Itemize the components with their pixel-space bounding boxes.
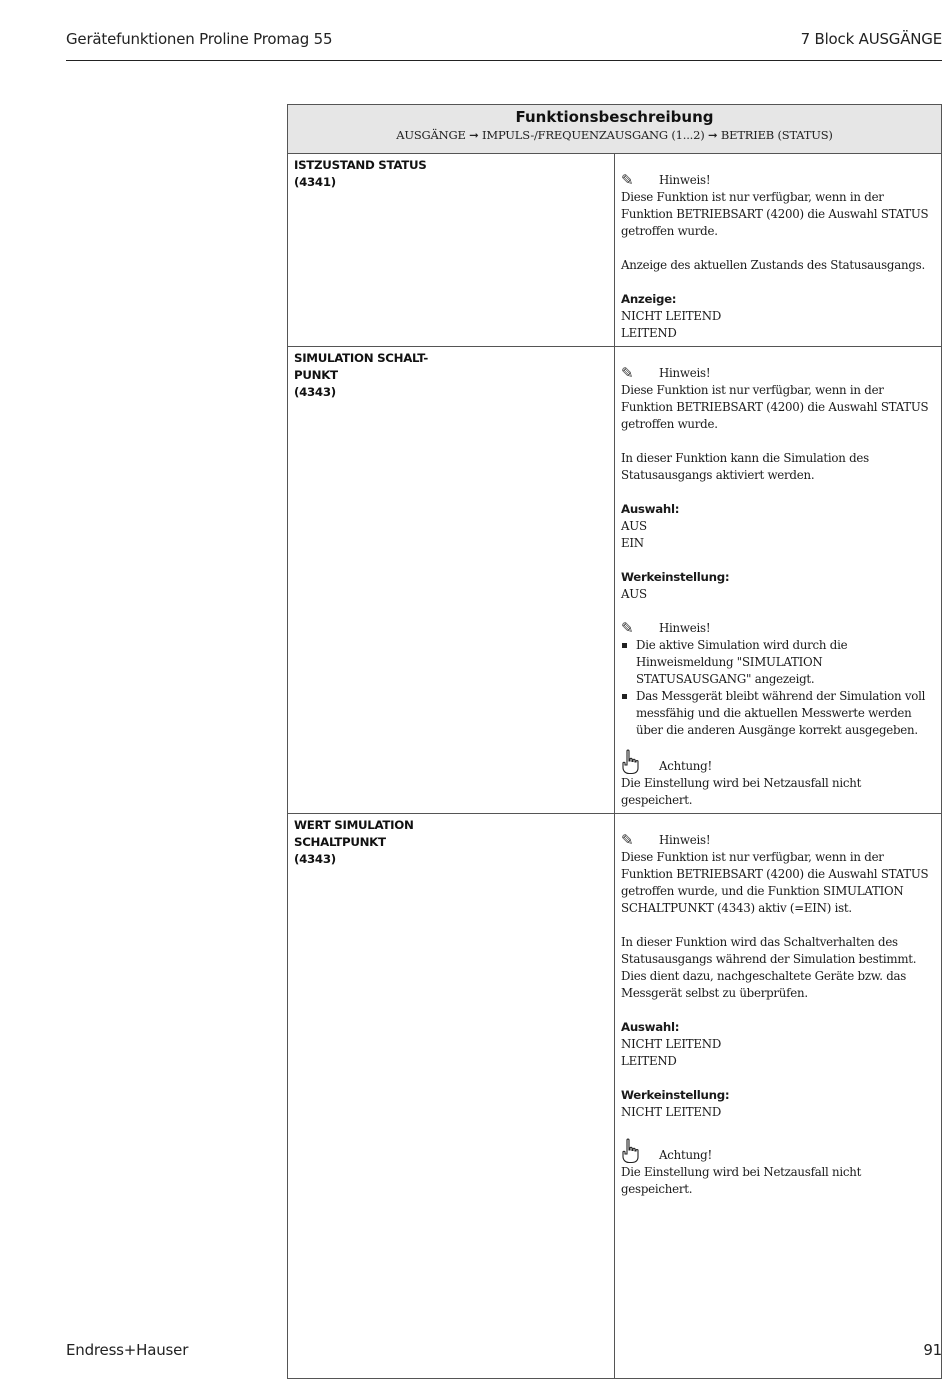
menu-path: AUSGÄNGE ➞ IMPULS-/FREQUENZAUSGANG (1...2) ➞ BETRIEB (STATUS) (396, 128, 833, 142)
options-label: Auswahl: (621, 502, 680, 516)
note-text: Diese Funktion ist nur verfügbar, wenn in der Funktion BETRIEBSART (4200) die Auswahl STATUS getroffen wurde, und die Funktion SIMULATION SCHALTPUNKT (4343) aktiv (=EIN) ist. (621, 850, 929, 915)
function-name (288, 814, 615, 1379)
warning-label: Achtung! (659, 759, 712, 773)
function-name-line: SCHALTPUNKT (294, 835, 386, 849)
table-row (288, 814, 942, 1379)
note-label: Hinweis! (659, 366, 711, 380)
function-name (288, 154, 615, 347)
default-value: NICHT LEITEND (621, 1105, 722, 1119)
note (621, 365, 935, 382)
warning (621, 1138, 935, 1164)
function-code: (4343) (294, 385, 336, 399)
pencil-icon: ✎ (621, 171, 634, 189)
warning (621, 749, 935, 775)
option-value: LEITEND (621, 1054, 677, 1068)
bullet-list (621, 637, 935, 739)
display-value: NICHT LEITEND (621, 309, 722, 323)
pointing-hand-icon (621, 749, 659, 775)
function-code: (4341) (294, 175, 336, 189)
list-item: Die aktive Simulation wird durch die Hinweismeldung "SIMULATION STATUSAUSGANG" angezeigt. (621, 637, 935, 688)
warning-text: Die Einstellung wird bei Netzausfall nicht gespeichert. (621, 1165, 862, 1196)
function-table (287, 104, 942, 1379)
note-text: Diese Funktion ist nur verfügbar, wenn in der Funktion BETRIEBSART (4200) die Auswahl STATUS getroffen wurde. (621, 383, 929, 431)
function-description (615, 347, 942, 814)
default-label: Werkeinstellung: (621, 1088, 730, 1102)
warning-label: Achtung! (659, 1148, 712, 1162)
display-value: LEITEND (621, 326, 677, 340)
table-row (288, 154, 942, 347)
description-text: Anzeige des aktuellen Zustands des Statusausgangs. (621, 258, 925, 272)
description-text: In dieser Funktion wird das Schaltverhalten des Statusausgangs während der Simulation bestimmt. Dies dient dazu, nachgeschaltete Geräte bzw. das Messgerät selbst zu überprüfen. (621, 935, 917, 1000)
option-value: EIN (621, 536, 644, 550)
header-chapter: 7 Block AUSGÄNGE (800, 30, 942, 48)
pencil-icon: ✎ (621, 831, 634, 849)
options-label: Auswahl: (621, 1020, 680, 1034)
pencil-icon: ✎ (621, 364, 634, 382)
note-label: Hinweis! (659, 833, 711, 847)
option-value: NICHT LEITEND (621, 1037, 722, 1051)
display-label: Anzeige: (621, 292, 677, 306)
function-name-line: WERT SIMULATION (294, 818, 414, 832)
table-row (288, 347, 942, 814)
note (621, 620, 935, 637)
table-title: Funktionsbeschreibung (515, 108, 714, 126)
pencil-icon: ✎ (621, 619, 634, 637)
pointing-hand-icon (621, 1138, 659, 1164)
default-value: AUS (621, 587, 647, 601)
note-label: Hinweis! (659, 621, 711, 635)
page-number: 91 (923, 1341, 942, 1359)
note (621, 832, 935, 849)
footer-brand: Endress+Hauser (66, 1341, 189, 1359)
function-code: (4343) (294, 852, 336, 866)
function-name (288, 347, 615, 814)
description-text: In dieser Funktion kann die Simulation des Statusausgangs aktiviert werden. (621, 451, 869, 482)
default-label: Werkeinstellung: (621, 570, 730, 584)
function-description (615, 154, 942, 347)
note-label: Hinweis! (659, 173, 711, 187)
table-header (288, 105, 942, 154)
function-name-line: ISTZUSTAND STATUS (294, 158, 427, 172)
header-title: Gerätefunktionen Proline Promag 55 (66, 30, 333, 48)
list-item: Das Messgerät bleibt während der Simulation voll messfähig und die aktuellen Messwerte werden über die anderen Ausgänge korrekt ausgegeben. (621, 688, 935, 739)
header-rule (66, 60, 942, 61)
function-description (615, 814, 942, 1379)
note-text: Diese Funktion ist nur verfügbar, wenn in der Funktion BETRIEBSART (4200) die Auswahl STATUS getroffen wurde. (621, 190, 929, 238)
warning-text: Die Einstellung wird bei Netzausfall nicht gespeichert. (621, 776, 862, 807)
function-name-line: SIMULATION SCHALT- (294, 351, 428, 365)
note (621, 172, 935, 189)
function-name-line: PUNKT (294, 368, 338, 382)
option-value: AUS (621, 519, 647, 533)
